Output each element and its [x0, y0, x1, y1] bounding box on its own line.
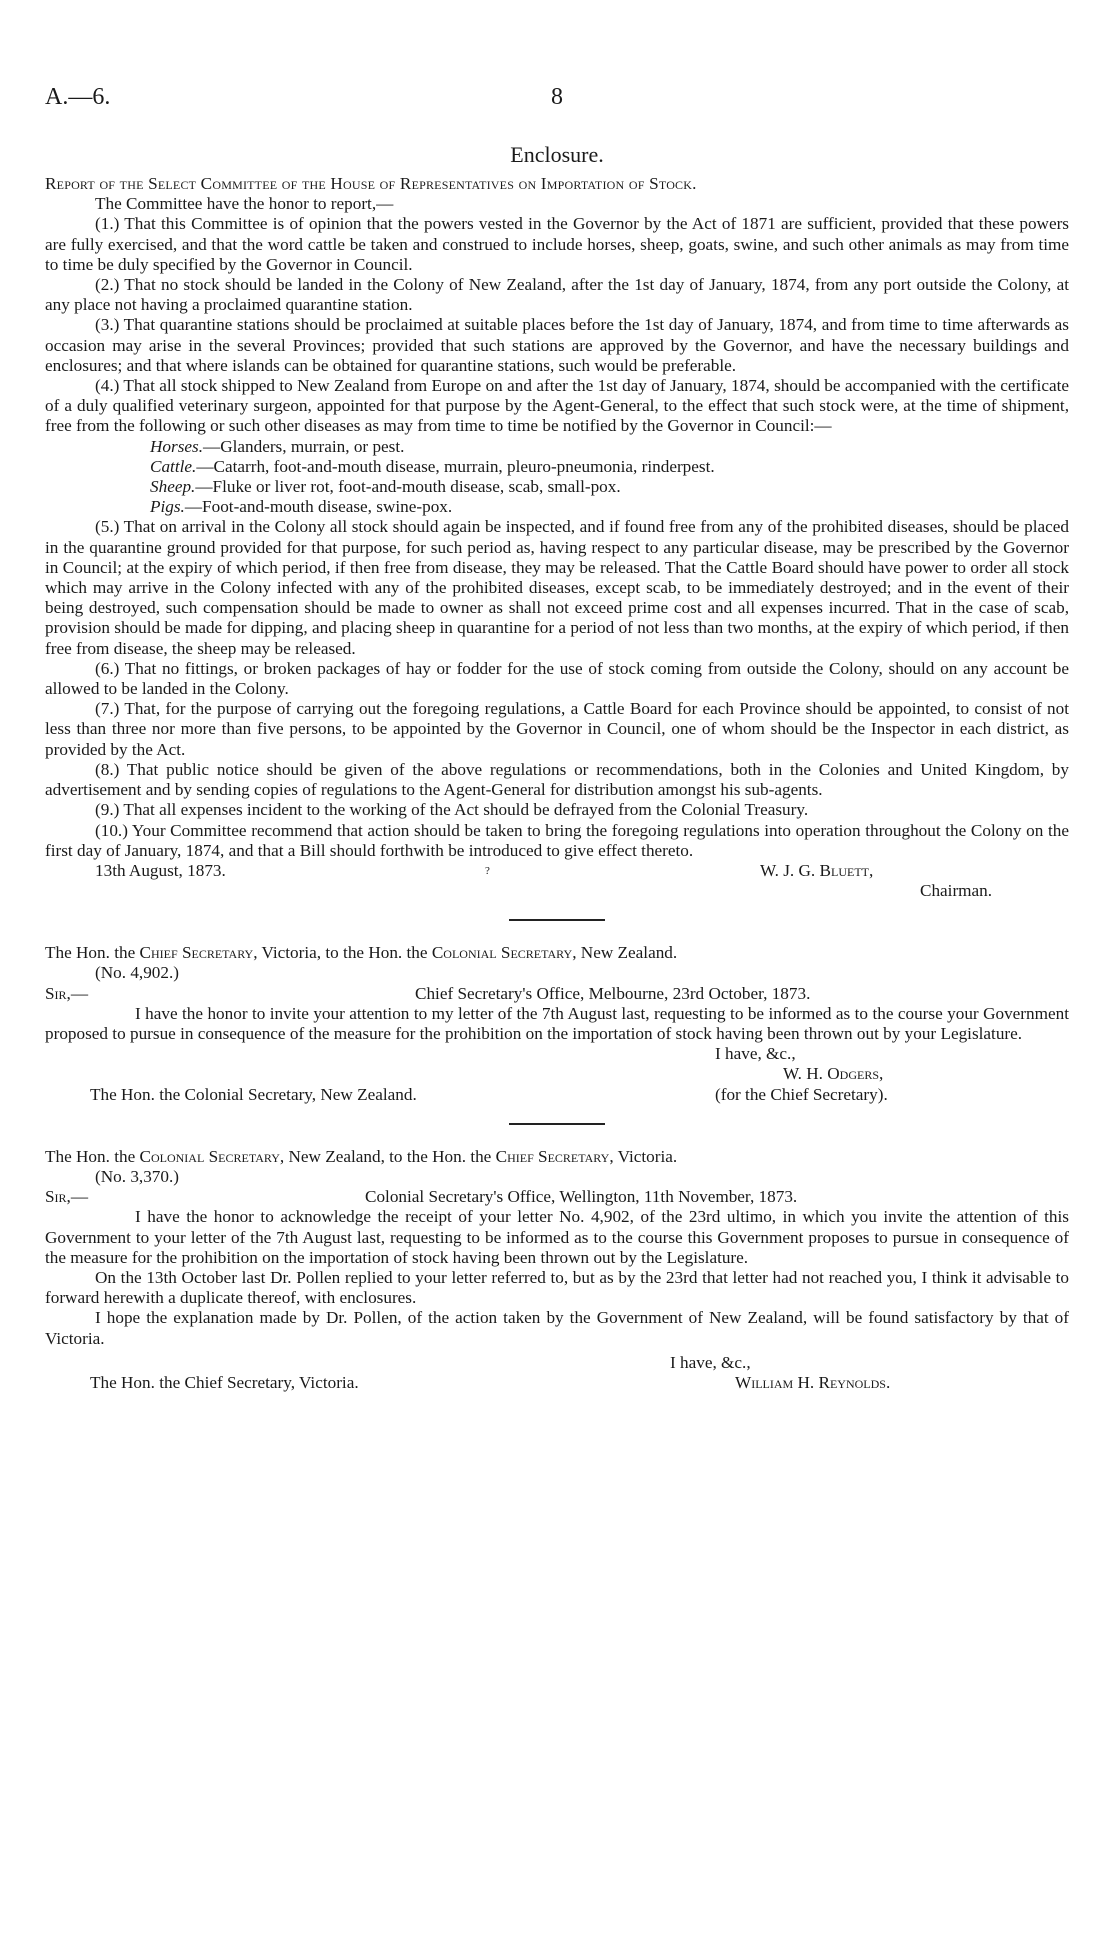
report-paragraph-9: (9.) That all expenses incident to the working of the Act should be defrayed from the Colonial Treasury. [95, 800, 809, 820]
letter-2-body-3: I hope the explanation made by Dr. Pollen, of the action taken by the Government of New Zealand, will be found satisfactory by that of Victoria. [45, 1308, 1069, 1348]
letter-1-signatory-note: (for the Chief Secretary). [715, 1084, 888, 1104]
disease-item [45, 477, 1069, 497]
letter-2-signatory: William H. Reynolds. [735, 1373, 891, 1393]
letter-1-number: (No. 4,902.) [95, 963, 180, 983]
disease-item [45, 437, 1069, 457]
report-signature-row [45, 861, 1069, 881]
report-signatory-title-row [45, 881, 1069, 901]
letter-2-closing: I have, &c., [670, 1352, 751, 1372]
report-signatory-title: Chairman. [920, 881, 993, 901]
disease-list: —Fluke or liver rot, foot-and-mouth disease, scab, small-pox. [195, 477, 621, 497]
disease-item [45, 497, 1069, 517]
report-heading: Report of the Select Committee of the House of Representatives on Importation of Stock. [45, 174, 697, 193]
letter-1-office: Chief Secretary's Office, Melbourne, 23rd October, 1873. [415, 983, 811, 1003]
disease-item [45, 457, 1069, 477]
letter-1-body: I have the honor to invite your attention to my letter of the 7th August last, requesting to be informed as to the course your Government proposed to pursue in consequence of the measure for the prohibition on the importation of stock having been thrown out by your Legislature. [45, 1003, 1069, 1044]
page-header [45, 84, 1069, 118]
disease-list: —Catarrh, foot-and-mouth disease, murrain, pleuro-pneumonia, rinderpest. [196, 456, 715, 476]
report-date: 13th August, 1873. [95, 860, 226, 880]
report-paragraph-4: (4.) That all stock shipped to New Zealand from Europe on and after the 1st day of January, 1874, should be accompanied with the certificate of a duly qualified veterinary surgeon, appointed for that purpose by the Agent-General, to the effect that such stock were, at the time of shipment, free from the following or such other diseases as may from time to time be notified by the Governor in Council:— [45, 376, 1069, 436]
document-reference: A.—6. [45, 84, 111, 110]
heading-part: Colonial Secretary [431, 943, 573, 963]
heading-part: Chief Secretary [139, 943, 254, 963]
enclosure-title: Enclosure. [510, 142, 604, 167]
report-paragraph-6: (6.) That no fittings, or broken packages of hay or fodder for the use of stock coming from outside the Colony, should on any account be allowed to be landed in the Colony. [45, 658, 1069, 699]
letter-2-heading [45, 1147, 1069, 1167]
heading-part: , New Zealand. [572, 943, 678, 963]
heading-part: The Hon. the [45, 1146, 136, 1166]
letter-2-body-1: I have the honor to acknowledge the receipt of your letter No. 4,902, of the 23rd ultimo, in which you invite the attention of this Government to your letter of the 7th August last, requesting to be informed as to the course this Government proposes to pursue in consequence of the measure for the prohibition on the importation of stock having been thrown out by the Legislature. [45, 1207, 1069, 1267]
heading-part: Chief Secretary [495, 1146, 610, 1166]
letter-1-salutation-row [45, 984, 1069, 1004]
report-paragraph-3: (3.) That quarantine stations should be proclaimed at suitable places before the 1st day of January, 1874, and from time to time afterwards as occasion may arise in the several Provinces; provided that such stations are approved by the Governor, and have the necessary buildings and enclosures; and that where islands can be obtained for quarantine stations, such would be preferable. [45, 315, 1069, 375]
disease-list: —Glanders, murrain, or pest. [203, 436, 405, 456]
letter-2-office: Colonial Secretary's Office, Wellington, 11th November, 1873. [365, 1187, 798, 1207]
disease-animal: Pigs. [150, 497, 185, 517]
report-intro: The Committee have the honor to report,— [95, 194, 394, 214]
letter-2-salutation-row [45, 1187, 1069, 1207]
report-paragraph-5: (5.) That on arrival in the Colony all stock should again be inspected, and if found free from any of the prohibited diseases, should be placed in the quarantine ground provided for that purpose, for such period as, having respect to any particular disease, may be prescribed by the Governor in Council; at the expiry of which period, if then free from disease, they may be released. That the Cattle Board should have power to order all stock which may arrive in the Colony infected with any of the prohibited diseases, except scab, to be immediately destroyed; and in the event of their being destroyed, such compensation should be made to owner as shall not exceed prime cost and all expenses incurred. That in the case of scab, provision should be made for dipping, and placing sheep in quarantine for a period of not less than two months, at the expiry of which period, if then free from disease, the sheep may be released. [45, 517, 1069, 658]
heading-part: , Victoria, to the Hon. the [253, 943, 428, 963]
disease-animal: Sheep. [150, 477, 196, 497]
heading-part: , New Zealand, to the Hon. the [279, 1146, 492, 1166]
disease-animal: Cattle. [150, 456, 197, 476]
disease-animal: Horses. [150, 436, 203, 456]
report-paragraph-2: (2.) That no stock should be landed in the Colony of New Zealand, after the 1st day of January, 1874, from any port outside the Colony, at any place not having a proclaimed quarantine station. [45, 275, 1069, 315]
letter-1-addressee: The Hon. the Colonial Secretary, New Zealand. [90, 1084, 417, 1104]
report-paragraph-8: (8.) That public notice should be given of the above regulations or recommendations, both in the Colonies and United Kingdom, by advertisement and by sending copies of regulations to the Agent-General for distribution amongst his sub-agents. [45, 759, 1069, 800]
letter-2-addressee: The Hon. the Chief Secretary, Victoria. [90, 1373, 359, 1393]
stray-mark: ? [485, 864, 490, 877]
heading-part: Colonial Secretary [139, 1146, 280, 1166]
letter-1-salutation: Sir,— [45, 983, 89, 1003]
report-paragraph-7: (7.) That, for the purpose of carrying out the foregoing regulations, a Cattle Board for each Province should be appointed, to consist of not less than three nor more than five persons, to be appointed by the Governor in Council, one of whom should be the Inspector in each district, as provided by the Act. [45, 699, 1069, 759]
letter-1-signatory: W. H. Odgers, [783, 1064, 884, 1084]
report-paragraph-1: (1.) That this Committee is of opinion that the powers vested in the Governor by the Act of 1871 are sufficient, provided that these powers are fully exercised, and that the word cattle be taken and construed to include horses, sheep, goats, swine, and such other animals as may from time to time be duly specified by the Governor in Council. [45, 214, 1069, 274]
letter-2-number: (No. 3,370.) [95, 1167, 180, 1187]
letter-2-salutation: Sir,— [45, 1187, 89, 1207]
heading-part: The Hon. the [45, 943, 136, 963]
letter-1-heading [45, 943, 1069, 963]
report-signatory: W. J. G. Bluett, [760, 860, 874, 880]
letter-1-closing: I have, &c., [715, 1044, 796, 1064]
heading-part: , Victoria. [609, 1146, 678, 1166]
letter-2-body-2: On the 13th October last Dr. Pollen replied to your letter referred to, but as by the 23rd that letter had not reached you, I think it advisable to forward herewith a duplicate thereof, with enclosures. [45, 1268, 1069, 1308]
disease-list: —Foot-and-mouth disease, swine-pox. [184, 497, 453, 517]
document-body [45, 142, 1069, 1393]
page-number: 8 [551, 84, 563, 110]
report-paragraph-10: (10.) Your Committee recommend that action should be taken to bring the foregoing regulations into operation throughout the Colony on the first day of January, 1874, and that a Bill should forthwith be introduced to give effect thereto. [45, 820, 1069, 860]
